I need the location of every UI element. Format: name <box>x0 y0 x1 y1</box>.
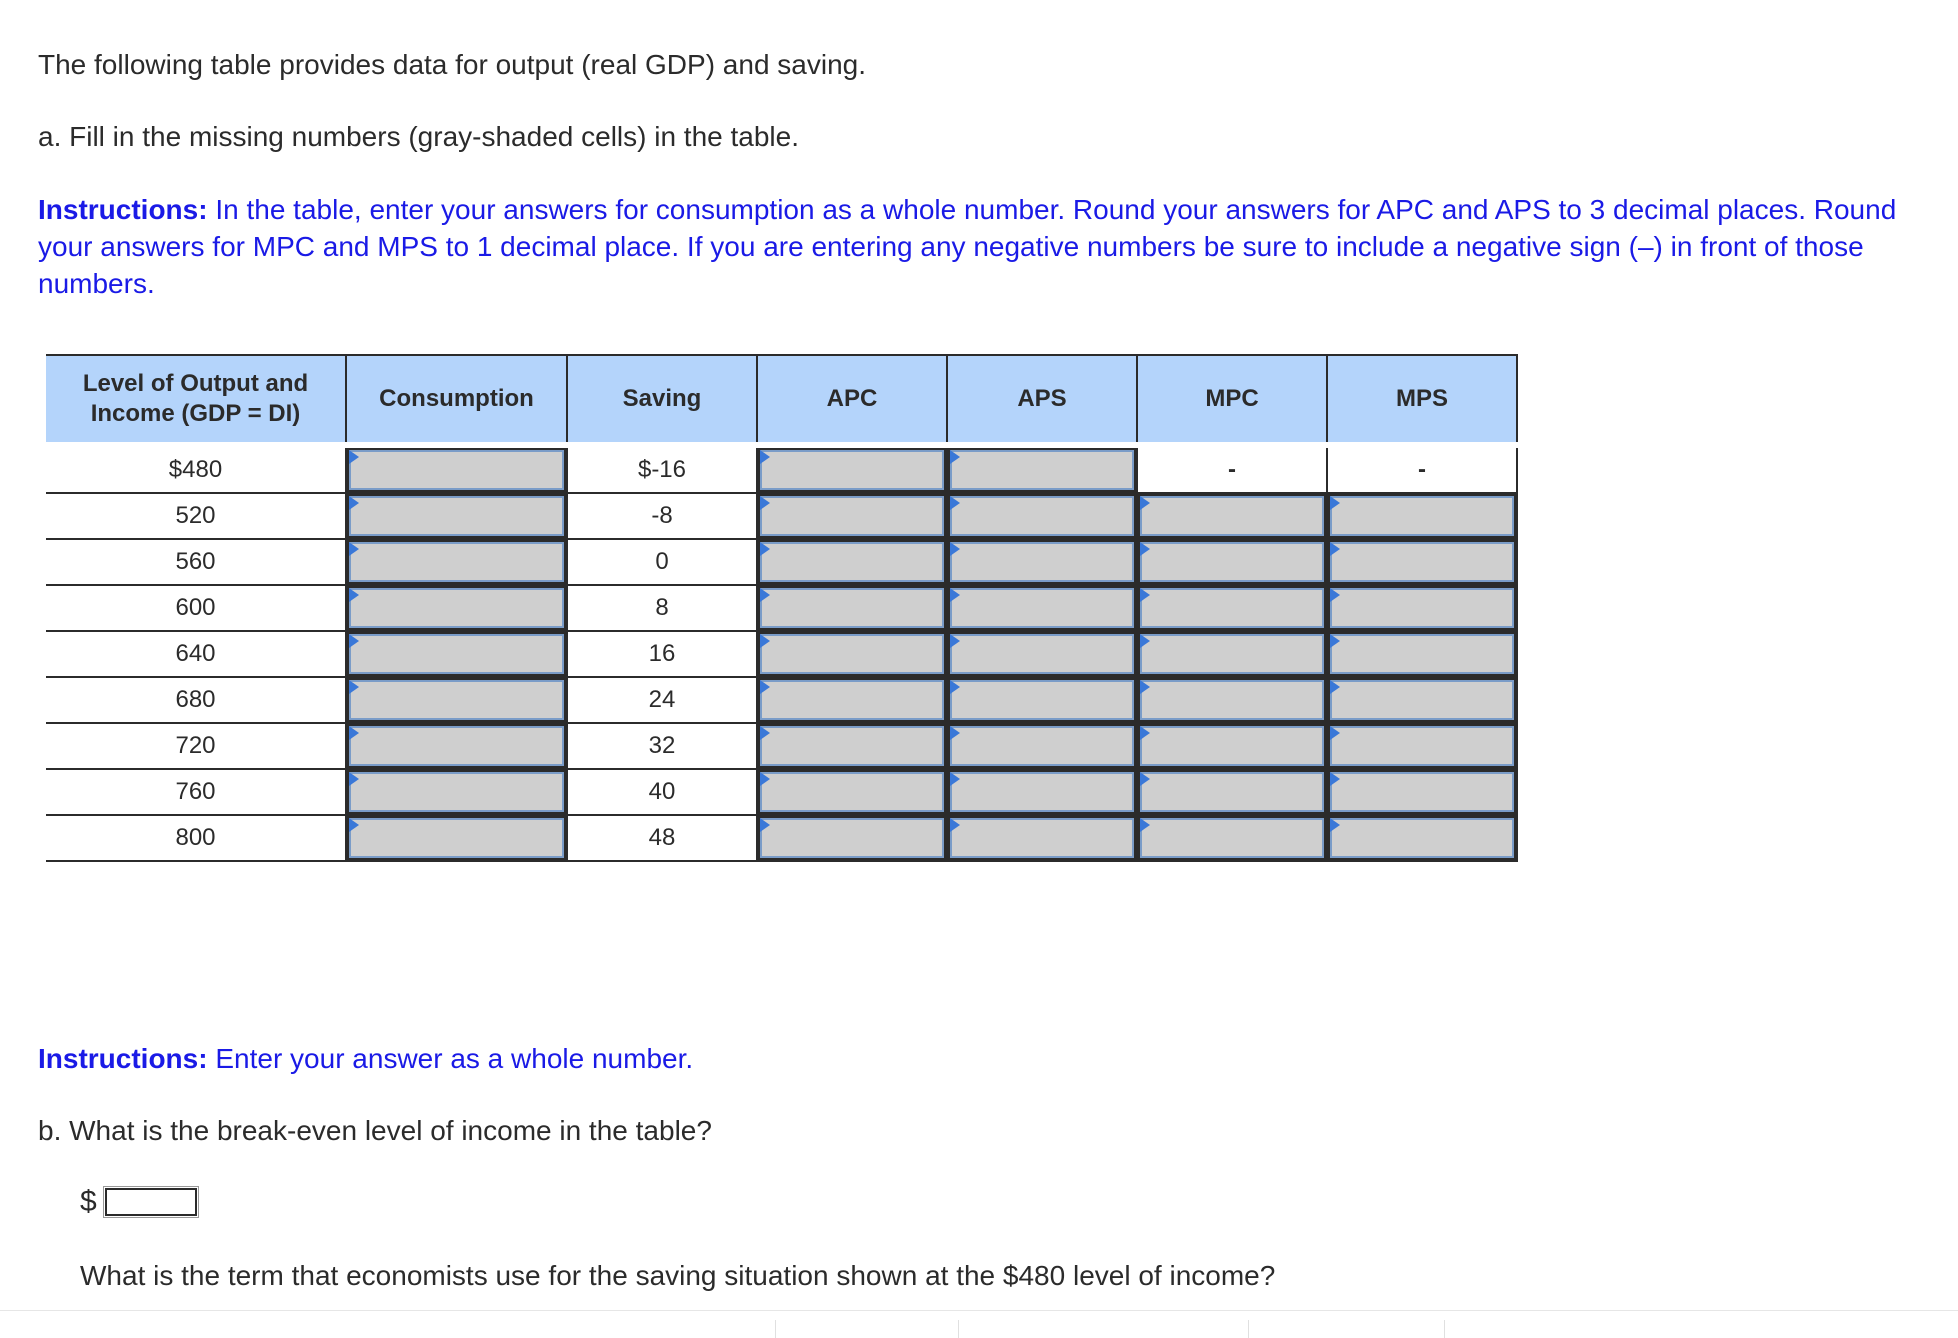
aps-input[interactable] <box>947 493 1137 539</box>
aps-input[interactable] <box>947 815 1137 861</box>
mpc-input[interactable] <box>1137 631 1327 677</box>
instructions-label: Instructions: <box>38 1043 208 1074</box>
header-aps: APS <box>947 355 1137 445</box>
apc-input[interactable] <box>757 539 947 585</box>
input-marker-icon <box>1140 588 1150 602</box>
level-cell: 600 <box>46 585 346 631</box>
consumption-input[interactable] <box>346 815 567 861</box>
header-saving: Saving <box>567 355 757 445</box>
mps-input[interactable] <box>1327 493 1517 539</box>
mps-cell: - <box>1327 445 1517 493</box>
data-table <box>46 354 1518 862</box>
mpc-input[interactable] <box>1137 493 1327 539</box>
aps-input[interactable] <box>947 677 1137 723</box>
input-marker-icon <box>950 542 960 556</box>
apc-input[interactable] <box>757 445 947 493</box>
input-marker-icon <box>349 726 359 740</box>
aps-input[interactable] <box>947 723 1137 769</box>
table-row <box>46 769 1517 815</box>
input-marker-icon <box>349 450 359 464</box>
mpc-input[interactable] <box>1137 539 1327 585</box>
level-cell: $480 <box>46 445 346 493</box>
table-row <box>46 585 1517 631</box>
input-marker-icon <box>1140 496 1150 510</box>
intro-text: The following table provides data for output (real GDP) and saving. <box>38 49 867 80</box>
input-marker-icon <box>349 634 359 648</box>
input-marker-icon <box>1330 588 1340 602</box>
consumption-input[interactable] <box>346 539 567 585</box>
level-cell: 680 <box>46 677 346 723</box>
header-level: Level of Output and Income (GDP = DI) <box>46 355 346 445</box>
saving-cell: -8 <box>567 493 757 539</box>
aps-input[interactable] <box>947 445 1137 493</box>
level-cell: 640 <box>46 631 346 677</box>
input-marker-icon <box>760 772 770 786</box>
apc-input[interactable] <box>757 631 947 677</box>
input-marker-icon <box>950 450 960 464</box>
saving-cell: 0 <box>567 539 757 585</box>
apc-input[interactable] <box>757 585 947 631</box>
apc-input[interactable] <box>757 769 947 815</box>
input-marker-icon <box>760 496 770 510</box>
input-marker-icon <box>760 818 770 832</box>
divider-tick <box>1444 1320 1445 1338</box>
term-question: What is the term that economists use for the saving situation shown at the $480 level of income? <box>80 1260 1276 1291</box>
input-marker-icon <box>950 680 960 694</box>
aps-input[interactable] <box>947 631 1137 677</box>
input-marker-icon <box>1330 680 1340 694</box>
table-row <box>46 445 1517 493</box>
mps-input[interactable] <box>1327 769 1517 815</box>
currency-symbol: $ <box>80 1185 97 1218</box>
apc-input[interactable] <box>757 815 947 861</box>
input-marker-icon <box>760 450 770 464</box>
input-marker-icon <box>950 634 960 648</box>
input-marker-icon <box>1140 634 1150 648</box>
mps-input[interactable] <box>1327 631 1517 677</box>
aps-input[interactable] <box>947 769 1137 815</box>
input-marker-icon <box>349 542 359 556</box>
input-marker-icon <box>950 818 960 832</box>
level-cell: 720 <box>46 723 346 769</box>
part-a-prompt: a. Fill in the missing numbers (gray-shaded cells) in the table. <box>38 121 800 152</box>
aps-input[interactable] <box>947 585 1137 631</box>
consumption-input[interactable] <box>346 445 567 493</box>
input-marker-icon <box>1140 726 1150 740</box>
table-row <box>46 631 1517 677</box>
mps-input[interactable] <box>1327 677 1517 723</box>
divider-tick <box>958 1320 959 1338</box>
break-even-input[interactable] <box>105 1188 197 1216</box>
saving-cell: 8 <box>567 585 757 631</box>
input-marker-icon <box>760 588 770 602</box>
table-row <box>46 539 1517 585</box>
mpc-input[interactable] <box>1137 815 1327 861</box>
header-mpc: MPC <box>1137 355 1327 445</box>
table-row <box>46 493 1517 539</box>
mps-input[interactable] <box>1327 585 1517 631</box>
consumption-input[interactable] <box>346 493 567 539</box>
apc-input[interactable] <box>757 677 947 723</box>
consumption-input[interactable] <box>346 769 567 815</box>
input-marker-icon <box>1140 818 1150 832</box>
divider-tick <box>775 1320 776 1338</box>
input-marker-icon <box>349 772 359 786</box>
break-even-answer <box>80 1185 197 1219</box>
input-marker-icon <box>349 818 359 832</box>
saving-cell: $-16 <box>567 445 757 493</box>
divider <box>0 1310 1958 1311</box>
level-cell: 520 <box>46 493 346 539</box>
input-marker-icon <box>950 496 960 510</box>
input-marker-icon <box>1330 726 1340 740</box>
level-cell: 560 <box>46 539 346 585</box>
input-marker-icon <box>349 496 359 510</box>
instructions-label: Instructions: <box>38 194 208 225</box>
mpc-input[interactable] <box>1137 723 1327 769</box>
header-mps: MPS <box>1327 355 1517 445</box>
part-b-prompt: b. What is the break-even level of income in the table? <box>38 1115 712 1146</box>
input-marker-icon <box>1140 680 1150 694</box>
header-apc: APC <box>757 355 947 445</box>
header-consumption: Consumption <box>346 355 567 445</box>
input-marker-icon <box>349 588 359 602</box>
table-row <box>46 677 1517 723</box>
input-marker-icon <box>760 726 770 740</box>
input-marker-icon <box>1140 772 1150 786</box>
input-marker-icon <box>760 542 770 556</box>
mps-input[interactable] <box>1327 723 1517 769</box>
level-cell: 800 <box>46 815 346 861</box>
saving-cell: 16 <box>567 631 757 677</box>
input-marker-icon <box>950 726 960 740</box>
level-cell: 760 <box>46 769 346 815</box>
consumption-input[interactable] <box>346 723 567 769</box>
input-marker-icon <box>1330 818 1340 832</box>
apc-input[interactable] <box>757 723 947 769</box>
input-marker-icon <box>950 772 960 786</box>
saving-cell: 32 <box>567 723 757 769</box>
mps-input[interactable] <box>1327 815 1517 861</box>
mpc-input[interactable] <box>1137 677 1327 723</box>
mps-input[interactable] <box>1327 539 1517 585</box>
table-row <box>46 723 1517 769</box>
input-marker-icon <box>1330 634 1340 648</box>
instructions-body: Enter your answer as a whole number. <box>207 1043 694 1074</box>
mpc-input[interactable] <box>1137 585 1327 631</box>
mpc-input[interactable] <box>1137 769 1327 815</box>
table-row <box>46 815 1517 861</box>
saving-cell: 40 <box>567 769 757 815</box>
apc-input[interactable] <box>757 493 947 539</box>
input-marker-icon <box>1330 772 1340 786</box>
mpc-cell: - <box>1137 445 1327 493</box>
input-marker-icon <box>760 634 770 648</box>
input-marker-icon <box>760 680 770 694</box>
input-marker-icon <box>1140 542 1150 556</box>
instructions-answer <box>38 1040 693 1077</box>
consumption-input[interactable] <box>346 631 567 677</box>
table-header-row <box>46 355 1517 445</box>
input-marker-icon <box>950 588 960 602</box>
aps-input[interactable] <box>947 539 1137 585</box>
divider-tick <box>1248 1320 1249 1338</box>
saving-cell: 24 <box>567 677 757 723</box>
input-marker-icon <box>349 680 359 694</box>
instructions-body: In the table, enter your answers for consumption as a whole number. Round your answers for APC and APS to 3 decimal places. Round your answers for MPC and MPS to 1 decimal place. If you are entering any negative numbers be sure to include a negative sign (–) in front of those numbers. <box>38 194 1897 299</box>
input-marker-icon <box>1330 496 1340 510</box>
saving-cell: 48 <box>567 815 757 861</box>
consumption-input[interactable] <box>346 677 567 723</box>
input-marker-icon <box>1330 542 1340 556</box>
instructions-consumption <box>38 191 1918 302</box>
consumption-input[interactable] <box>346 585 567 631</box>
